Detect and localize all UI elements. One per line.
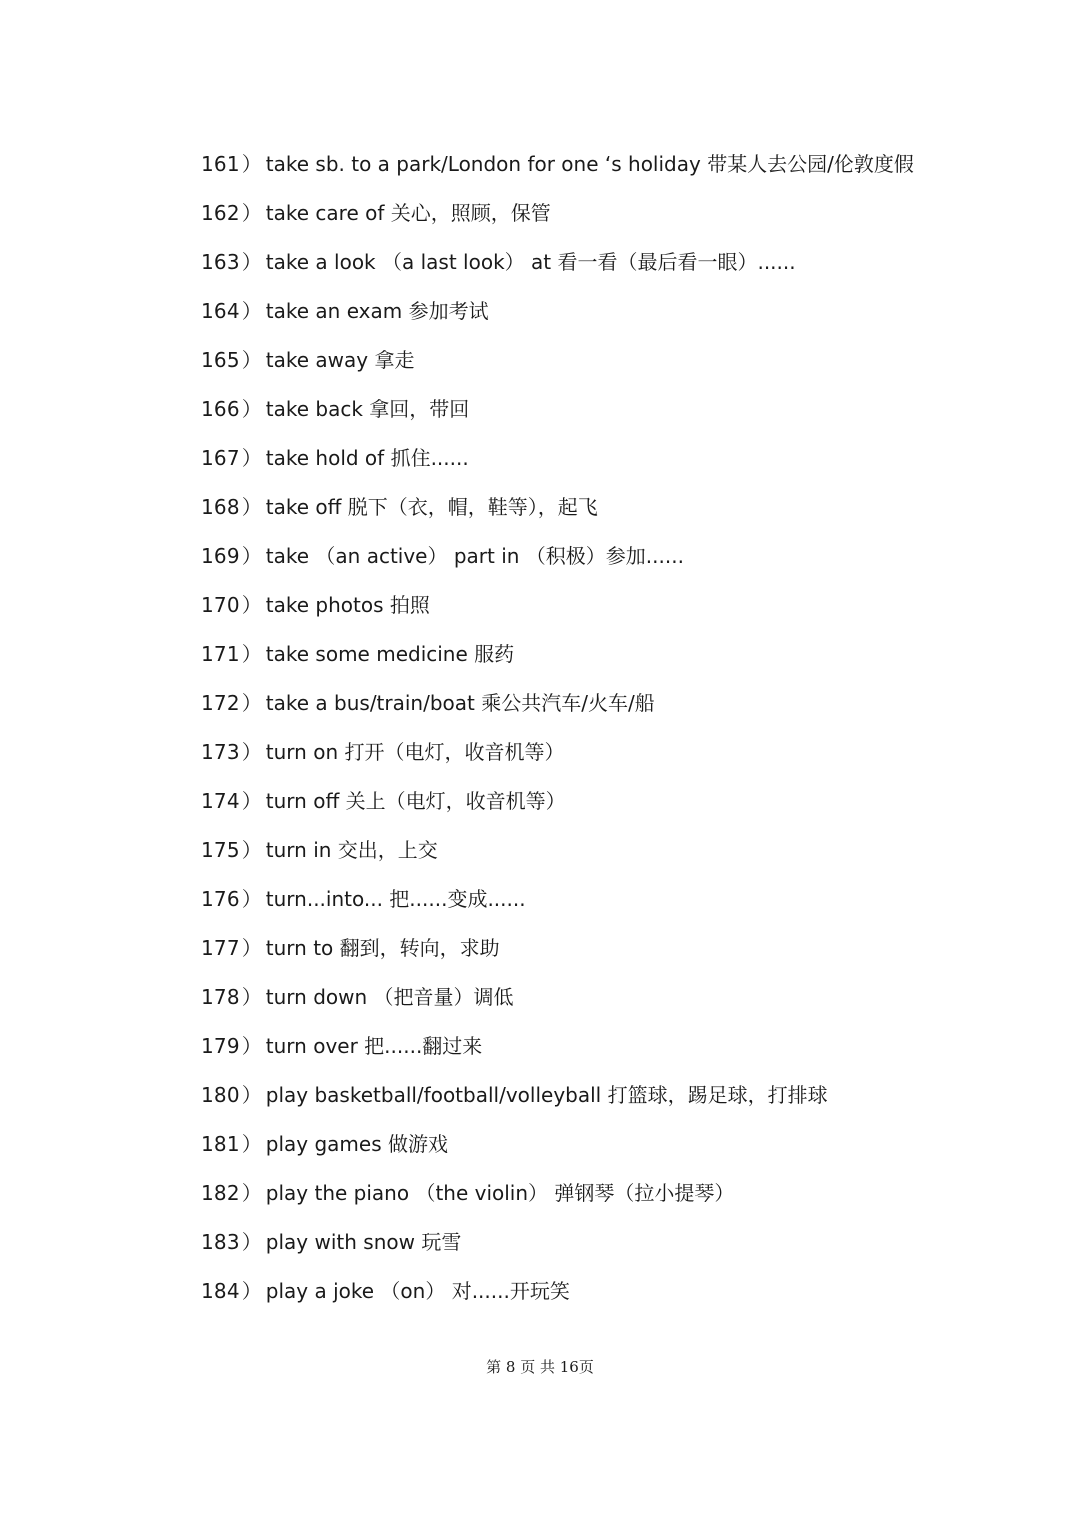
list-item <box>201 483 1021 532</box>
list-item <box>201 924 1021 973</box>
entry-number: 178 <box>201 985 240 1009</box>
entry-text: play the piano （the violin） 弹钢琴（拉小提琴） <box>265 1181 735 1205</box>
entry-number: 171 <box>201 642 240 666</box>
entry-text: turn in 交出，上交 <box>265 838 438 862</box>
entry-paren: ） <box>241 250 262 274</box>
entry-paren: ） <box>241 691 262 715</box>
entry-paren: ） <box>241 201 262 225</box>
entry-paren: ） <box>241 348 262 372</box>
entry-text: take a bus/train/boat 乘公共汽车/火车/船 <box>265 691 655 715</box>
list-item <box>201 679 1021 728</box>
list-item <box>201 287 1021 336</box>
entry-number: 183 <box>201 1230 240 1254</box>
list-item <box>201 728 1021 777</box>
entry-paren: ） <box>241 1279 262 1303</box>
entry-number: 165 <box>201 348 240 372</box>
list-item <box>201 1071 1021 1120</box>
entry-paren: ） <box>241 1132 262 1156</box>
entry-paren: ） <box>241 789 262 813</box>
entry-number: 176 <box>201 887 240 911</box>
entry-paren: ） <box>241 397 262 421</box>
entry-text: take care of 关心，照顾，保管 <box>265 201 551 225</box>
entry-number: 168 <box>201 495 240 519</box>
entry-text: turn on 打开（电灯，收音机等） <box>265 740 565 764</box>
entry-number: 177 <box>201 936 240 960</box>
entry-text: turn off 关上（电灯，收音机等） <box>265 789 566 813</box>
entry-text: play with snow 玩雪 <box>265 1230 462 1254</box>
list-item <box>201 581 1021 630</box>
entry-number: 164 <box>201 299 240 323</box>
entry-text: take photos 拍照 <box>265 593 430 617</box>
entry-text: take some medicine 服药 <box>265 642 515 666</box>
list-item <box>201 140 1021 189</box>
entry-number: 167 <box>201 446 240 470</box>
list-item <box>201 630 1021 679</box>
entry-paren: ） <box>241 1181 262 1205</box>
entry-paren: ） <box>241 1230 262 1254</box>
entry-number: 170 <box>201 593 240 617</box>
entry-number: 174 <box>201 789 240 813</box>
entry-text: take hold of 抓住...... <box>265 446 469 470</box>
entry-text: take back 拿回，带回 <box>265 397 470 421</box>
entry-paren: ） <box>241 838 262 862</box>
list-item <box>201 826 1021 875</box>
entry-number: 184 <box>201 1279 240 1303</box>
list-item <box>201 777 1021 826</box>
page-footer: 第 8 页 共 16页 <box>486 1358 594 1376</box>
entry-paren: ） <box>241 446 262 470</box>
entry-paren: ） <box>241 1083 262 1107</box>
list-item <box>201 1120 1021 1169</box>
entry-number: 161 <box>201 152 240 176</box>
entry-paren: ） <box>241 495 262 519</box>
list-item <box>201 385 1021 434</box>
entry-text: turn...into... 把......变成...... <box>265 887 526 911</box>
entry-text: take a look （a last look） at 看一看（最后看一眼）...... <box>265 250 796 274</box>
entry-paren: ） <box>241 936 262 960</box>
entry-paren: ） <box>241 544 262 568</box>
entry-paren: ） <box>241 1034 262 1058</box>
entry-number: 162 <box>201 201 240 225</box>
entry-text: take sb. to a park/London for one ‘s holiday 带某人去公园/伦敦度假 <box>265 152 914 176</box>
list-item <box>201 1022 1021 1071</box>
list-item <box>201 434 1021 483</box>
entry-number: 182 <box>201 1181 240 1205</box>
list-item <box>201 1218 1021 1267</box>
entry-text: turn over 把......翻过来 <box>265 1034 483 1058</box>
entry-number: 163 <box>201 250 240 274</box>
entry-number: 173 <box>201 740 240 764</box>
entry-paren: ） <box>241 985 262 1009</box>
entry-text: play games 做游戏 <box>265 1132 448 1156</box>
phrase-list <box>201 140 1021 1316</box>
entry-text: turn down （把音量）调低 <box>265 985 514 1009</box>
entry-text: take off 脱下（衣，帽，鞋等），起飞 <box>265 495 598 519</box>
entry-text: take an exam 参加考试 <box>265 299 489 323</box>
entry-number: 181 <box>201 1132 240 1156</box>
entry-text: take （an active） part in （积极）参加...... <box>265 544 684 568</box>
entry-number: 166 <box>201 397 240 421</box>
entry-text: take away 拿走 <box>265 348 415 372</box>
entry-paren: ） <box>241 152 262 176</box>
entry-number: 179 <box>201 1034 240 1058</box>
entry-paren: ） <box>241 299 262 323</box>
entry-text: play a joke （on） 对......开玩笑 <box>265 1279 570 1303</box>
entry-number: 175 <box>201 838 240 862</box>
entry-paren: ） <box>241 887 262 911</box>
list-item <box>201 1169 1021 1218</box>
entry-paren: ） <box>241 593 262 617</box>
entry-text: play basketball/football/volleyball 打篮球，踢足球，打排球 <box>265 1083 828 1107</box>
list-item <box>201 1267 1021 1316</box>
entry-paren: ） <box>241 642 262 666</box>
list-item <box>201 336 1021 385</box>
list-item <box>201 189 1021 238</box>
entry-number: 169 <box>201 544 240 568</box>
list-item <box>201 875 1021 924</box>
entry-number: 180 <box>201 1083 240 1107</box>
entry-text: turn to 翻到，转向，求助 <box>265 936 500 960</box>
list-item <box>201 973 1021 1022</box>
list-item <box>201 238 1021 287</box>
entry-paren: ） <box>241 740 262 764</box>
list-item <box>201 532 1021 581</box>
entry-number: 172 <box>201 691 240 715</box>
